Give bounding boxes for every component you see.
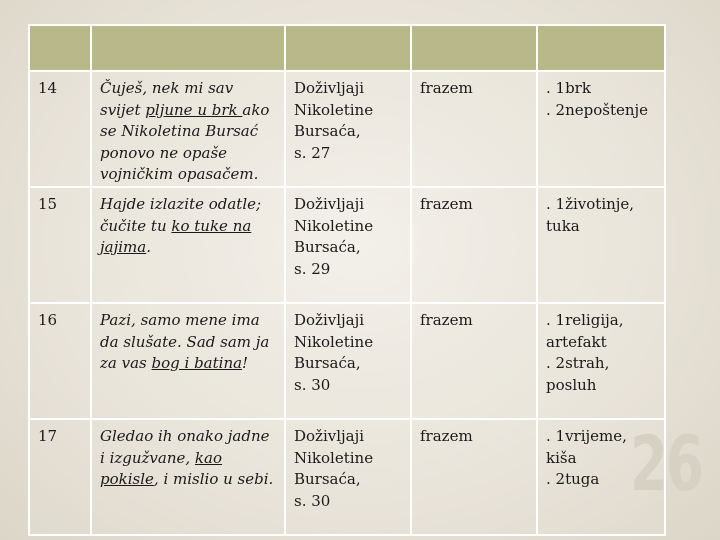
header-cell — [285, 25, 411, 71]
row-number: 16 — [29, 303, 91, 419]
source-line: Bursaća, — [294, 122, 361, 140]
quote-text: Gledao ih onako jadne i izgužvane, — [100, 427, 270, 467]
source-line: Nikoletine — [294, 448, 374, 467]
table-row — [29, 419, 665, 535]
quote-text: Hajde izlazite odatle; čučite tu — [100, 195, 262, 235]
category-cell — [537, 303, 665, 419]
source-line: s. 27 — [294, 143, 331, 162]
source-cell — [285, 71, 411, 187]
category-cell — [537, 71, 665, 187]
type-cell: frazem — [411, 303, 537, 419]
source-line: s. 29 — [294, 259, 331, 278]
phrase-underlined: bog i batina — [151, 354, 243, 372]
source-line: Bursaća, — [294, 238, 361, 256]
source-line: s. 30 — [294, 375, 331, 394]
category-line: . 2nepoštenje — [546, 100, 649, 119]
row-number: 15 — [29, 187, 91, 303]
type-cell: frazem — [411, 71, 537, 187]
source-cell — [285, 187, 411, 303]
source-line: Nikoletine — [294, 100, 374, 119]
category-line: posluh — [546, 375, 597, 394]
category-line: kiša — [546, 448, 577, 467]
category-line: . 1vrijeme, — [546, 427, 627, 445]
source-cell — [285, 303, 411, 419]
phrase-underlined: kao pokisle — [100, 448, 222, 488]
source-line: Bursaća, — [294, 354, 361, 372]
header-cell — [29, 25, 91, 71]
slide-number: 26 — [630, 419, 702, 508]
category-line: . 1životinje, — [546, 195, 635, 213]
source-line: Bursaća, — [294, 470, 361, 488]
quote-text: ! — [242, 354, 249, 372]
source-cell — [285, 419, 411, 535]
category-line: . 1religija, — [546, 311, 624, 329]
source-line: Nikoletine — [294, 216, 374, 235]
source-line: Doživljaji — [294, 427, 365, 445]
phrase-underlined: pljune u brk — [145, 100, 243, 119]
source-line: Doživljaji — [294, 311, 365, 329]
row-number: 14 — [29, 71, 91, 187]
quote-cell — [91, 71, 285, 187]
table-row — [29, 303, 665, 419]
quote-cell — [91, 187, 285, 303]
type-cell: frazem — [411, 187, 537, 303]
source-line: Doživljaji — [294, 195, 365, 213]
header-cell — [537, 25, 665, 71]
quote-text: Pazi, samo mene ima da slušate. Sad sam ja za vas — [100, 311, 270, 372]
table-header-row — [29, 25, 665, 71]
category-line: . 2tuga — [546, 470, 600, 488]
category-line: . 2strah, — [546, 354, 610, 372]
quote-cell — [91, 419, 285, 535]
phrase-underlined: ko tuke na jajima — [100, 216, 252, 256]
row-number: 17 — [29, 419, 91, 535]
category-line: . 1brk — [546, 79, 591, 97]
header-cell — [411, 25, 537, 71]
quote-text: . — [146, 238, 151, 256]
table-row — [29, 187, 665, 303]
category-cell — [537, 187, 665, 303]
quote-text: Čuješ, nek mi sav svijet — [100, 79, 234, 119]
phrase-table — [28, 24, 666, 536]
header-cell — [91, 25, 285, 71]
source-line: Nikoletine — [294, 332, 374, 351]
category-line: artefakt — [546, 332, 607, 351]
quote-text: ako se Nikoletina Bursać ponovo ne opaše vojničkim opasačem. — [100, 100, 270, 183]
source-line: s. 30 — [294, 491, 331, 510]
category-line: tuka — [546, 216, 580, 235]
source-line: Doživljaji — [294, 79, 365, 97]
table-row — [29, 71, 665, 187]
quote-text: , i mislio u sebi. — [153, 470, 274, 488]
quote-cell — [91, 303, 285, 419]
type-cell: frazem — [411, 419, 537, 535]
